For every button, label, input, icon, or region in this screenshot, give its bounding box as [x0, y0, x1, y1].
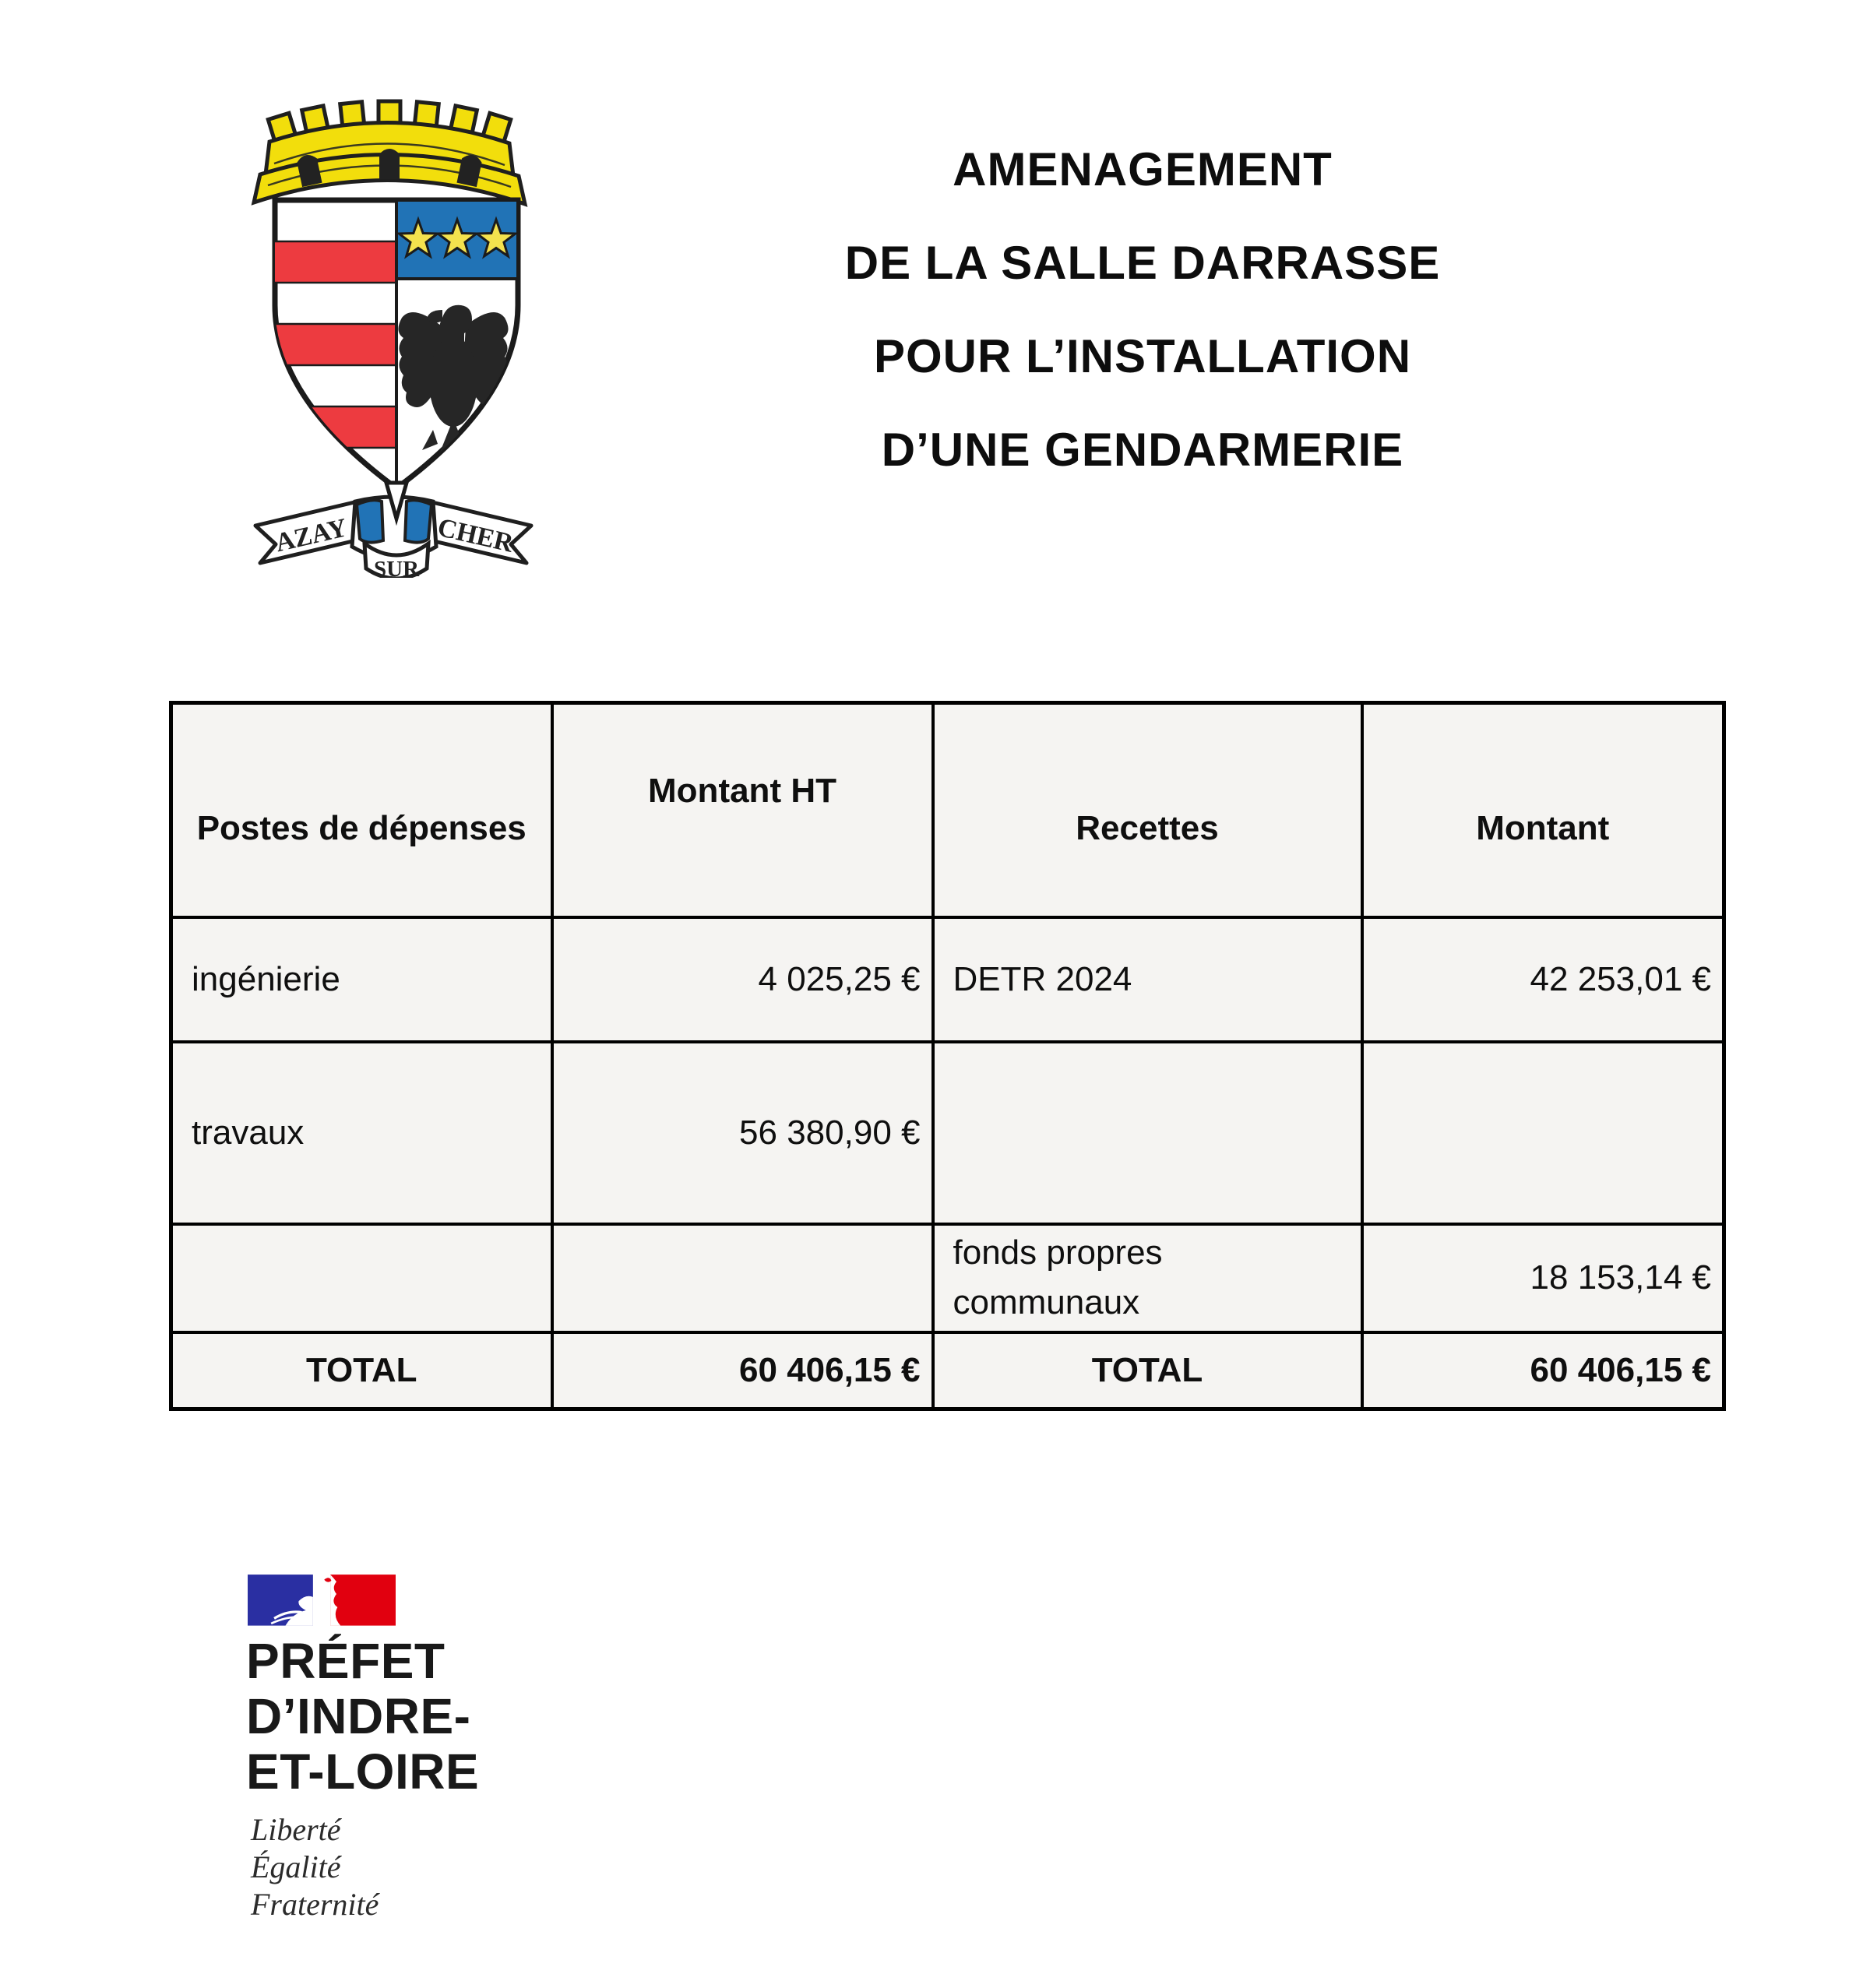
header-montant: Montant	[1362, 703, 1724, 917]
cell-poste-empty	[171, 1224, 552, 1332]
title-line-3: POUR L’INSTALLATION	[873, 330, 1412, 382]
banner-text-center: SUR	[373, 557, 420, 578]
prefecture-name-line-3: ET-LOIRE	[246, 1743, 480, 1800]
motto-line-egalite: Égalité	[251, 1849, 341, 1884]
project-title	[808, 123, 1477, 497]
table-row	[171, 917, 1724, 1042]
prefecture-name	[246, 1634, 479, 1800]
cell-total-montant: 60 406,15 €	[1362, 1332, 1724, 1409]
cell-recette-detr: DETR 2024	[933, 917, 1362, 1042]
title-line-1: AMENAGEMENT	[953, 143, 1333, 195]
cell-recette-fonds-propres-text: fonds propres communaux	[953, 1233, 1163, 1321]
republic-motto	[251, 1811, 379, 1923]
cell-montant-ht-ingenierie: 4 025,25 €	[552, 917, 933, 1042]
budget-table	[169, 701, 1726, 1411]
cell-total-label-recettes: TOTAL	[933, 1332, 1362, 1409]
cell-recette-fonds-propres	[933, 1224, 1362, 1332]
cell-montant-fonds-propres: 18 153,14 €	[1362, 1224, 1724, 1332]
cell-poste-ingenierie: ingénierie	[171, 917, 552, 1042]
table-row	[171, 1042, 1724, 1224]
cell-montant-ht-travaux: 56 380,90 €	[552, 1042, 933, 1224]
cell-montant-ht-empty	[552, 1224, 933, 1332]
title-line-2: DE LA SALLE DARRASSE	[844, 237, 1441, 289]
table-total-row	[171, 1332, 1724, 1409]
header-montant-ht: Montant HT	[552, 703, 933, 917]
header-recettes: Recettes	[933, 703, 1362, 917]
header-postes-de-depenses: Postes de dépenses	[171, 703, 552, 917]
table-row	[171, 1224, 1724, 1332]
cell-total-label-depenses: TOTAL	[171, 1332, 552, 1409]
shield-icon	[275, 200, 518, 519]
banner-text-right: CHER	[435, 512, 516, 558]
cell-montant-detr: 42 253,01 €	[1362, 917, 1724, 1042]
title-line-4: D’UNE GENDARMERIE	[881, 424, 1404, 476]
town-coat-of-arms	[241, 72, 545, 578]
banner-text-left: AZAY	[273, 513, 350, 558]
marianne-flag-icon	[248, 1575, 396, 1627]
prefecture-name-line-2: D’INDRE-	[246, 1688, 471, 1744]
prefecture-name-line-1: PRÉFET	[246, 1633, 445, 1689]
cell-total-montant-ht: 60 406,15 €	[552, 1332, 933, 1409]
table-header-row	[171, 703, 1724, 917]
cell-montant-empty	[1362, 1042, 1724, 1224]
cell-recette-empty	[933, 1042, 1362, 1224]
cell-poste-travaux: travaux	[171, 1042, 552, 1224]
motto-line-liberte: Liberté	[251, 1812, 341, 1847]
mural-crown-icon	[254, 101, 525, 204]
motto-line-fraternite: Fraternité	[251, 1887, 379, 1922]
